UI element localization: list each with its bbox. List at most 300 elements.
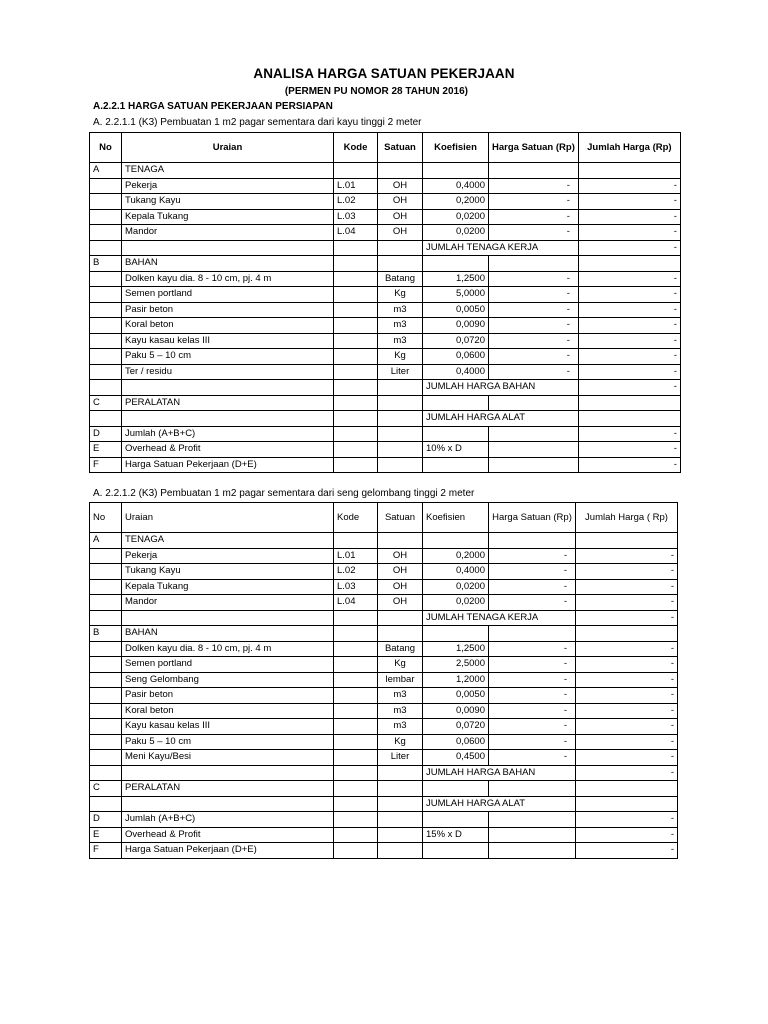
cell-kode <box>334 533 378 549</box>
table-row-sum <box>90 610 678 626</box>
cell-satuan: Kg <box>378 349 423 365</box>
table-header-row <box>90 503 678 533</box>
cell-no <box>90 796 122 812</box>
cell-no <box>90 657 122 673</box>
cell-sum-label: JUMLAH HARGA BAHAN <box>423 380 579 396</box>
table-row-total <box>90 426 681 442</box>
cell-satuan <box>378 426 423 442</box>
cell-harga-satuan <box>489 163 579 179</box>
analysis-table-2 <box>89 502 678 859</box>
cell-jumlah-harga: - <box>578 426 680 442</box>
cell-satuan: Liter <box>378 364 423 380</box>
cell-harga-satuan: - <box>489 703 576 719</box>
cell-harga-satuan <box>489 457 579 473</box>
cell-kode <box>334 240 378 256</box>
cell-no <box>90 595 122 611</box>
cell-jumlah-harga: - <box>578 333 680 349</box>
cell-harga-satuan: - <box>489 657 576 673</box>
cell-harga-satuan: - <box>489 719 576 735</box>
cell-kode <box>334 703 378 719</box>
cell-satuan <box>378 411 423 427</box>
page-title: ANALISA HARGA SATUAN PEKERJAAN <box>253 66 515 81</box>
cell-harga-satuan: - <box>489 641 576 657</box>
header-kode: Kode <box>334 133 378 163</box>
cell-koefisien <box>423 781 489 797</box>
cell-kode: L.03 <box>334 579 378 595</box>
table-row-item <box>90 302 681 318</box>
cell-uraian: Jumlah (A+B+C) <box>122 426 334 442</box>
cell-uraian: Semen portland <box>122 287 334 303</box>
cell-jumlah-harga: - <box>576 595 678 611</box>
cell-kode: L.02 <box>334 564 378 580</box>
cell-jumlah-harga: - <box>578 318 680 334</box>
table-row-item <box>90 579 678 595</box>
header-no: No <box>90 133 122 163</box>
cell-no <box>90 318 122 334</box>
cell-kode <box>334 610 378 626</box>
cell-uraian: Dolken kayu dia. 8 - 10 cm, pj. 4 m <box>122 271 334 287</box>
cell-koefisien: 0,0200 <box>423 209 489 225</box>
cell-satuan <box>378 626 423 642</box>
cell-uraian: Kepala Tukang <box>122 209 334 225</box>
cell-kode <box>334 827 378 843</box>
cell-uraian: Kepala Tukang <box>122 579 334 595</box>
cell-koefisien <box>423 457 489 473</box>
section-heading: A.2.2.1 HARGA SATUAN PEKERJAAN PERSIAPAN <box>93 101 333 112</box>
cell-kode: L.04 <box>334 595 378 611</box>
table-row-item <box>90 271 681 287</box>
cell-satuan: Batang <box>378 271 423 287</box>
cell-no <box>90 548 122 564</box>
cell-kode <box>334 287 378 303</box>
cell-no <box>90 765 122 781</box>
cell-kode <box>334 380 378 396</box>
cell-koefisien: 0,2000 <box>423 194 489 210</box>
cell-koefisien: 0,0600 <box>423 349 489 365</box>
cell-no: F <box>90 457 122 473</box>
cell-satuan: Kg <box>378 287 423 303</box>
cell-jumlah-harga: - <box>576 579 678 595</box>
cell-satuan <box>378 380 423 396</box>
cell-no: D <box>90 426 122 442</box>
cell-harga-satuan: - <box>489 734 576 750</box>
table1-caption: A. 2.2.1.1 (K3) Pembuatan 1 m2 pagar sementara dari kayu tinggi 2 meter <box>93 117 422 128</box>
cell-no: B <box>90 626 122 642</box>
cell-uraian: BAHAN <box>122 256 334 272</box>
cell-jumlah-harga: - <box>576 719 678 735</box>
cell-kode <box>334 302 378 318</box>
cell-koefisien: 0,0200 <box>423 579 489 595</box>
cell-uraian: Ter / residu <box>122 364 334 380</box>
cell-jumlah-harga: - <box>578 364 680 380</box>
cell-uraian: Paku 5 – 10 cm <box>122 734 334 750</box>
table-row-group <box>90 533 678 549</box>
cell-kode <box>334 349 378 365</box>
cell-no <box>90 672 122 688</box>
cell-kode <box>334 457 378 473</box>
cell-satuan: m3 <box>378 302 423 318</box>
cell-koefisien: 0,2000 <box>423 548 489 564</box>
cell-jumlah-harga <box>576 626 678 642</box>
cell-uraian: Mandor <box>122 595 334 611</box>
cell-jumlah-harga: - <box>576 812 678 828</box>
cell-satuan <box>378 827 423 843</box>
cell-satuan <box>378 781 423 797</box>
cell-harga-satuan: - <box>489 194 579 210</box>
cell-kode <box>334 781 378 797</box>
analysis-table-1 <box>89 132 681 473</box>
cell-koefisien: 1,2500 <box>423 641 489 657</box>
cell-satuan <box>378 765 423 781</box>
header-uraian: Uraian <box>122 503 334 533</box>
cell-kode <box>334 163 378 179</box>
cell-harga-satuan <box>489 256 579 272</box>
table-row-group <box>90 395 681 411</box>
cell-satuan <box>378 442 423 458</box>
table-row-item <box>90 734 678 750</box>
cell-kode <box>334 750 378 766</box>
cell-kode: L.02 <box>334 194 378 210</box>
cell-harga-satuan <box>489 442 579 458</box>
cell-uraian: Kayu kasau kelas III <box>122 719 334 735</box>
table-row-total_pct <box>90 827 678 843</box>
table-row-item <box>90 703 678 719</box>
cell-no <box>90 349 122 365</box>
cell-jumlah-harga: - <box>576 827 678 843</box>
cell-uraian: Seng Gelombang <box>122 672 334 688</box>
cell-uraian: Semen portland <box>122 657 334 673</box>
table-row-item <box>90 349 681 365</box>
table-row-item <box>90 333 681 349</box>
cell-koefisien <box>423 843 489 859</box>
cell-kode <box>334 734 378 750</box>
table-row-item <box>90 719 678 735</box>
table-row-group <box>90 781 678 797</box>
cell-kode: L.01 <box>334 178 378 194</box>
table-row-item <box>90 564 678 580</box>
cell-uraian: Dolken kayu dia. 8 - 10 cm, pj. 4 m <box>122 641 334 657</box>
cell-satuan <box>378 256 423 272</box>
cell-jumlah-harga: - <box>576 703 678 719</box>
cell-jumlah-harga <box>578 256 680 272</box>
table-row-item <box>90 657 678 673</box>
header-satuan: Satuan <box>378 503 423 533</box>
cell-kode <box>334 657 378 673</box>
cell-uraian: Tukang Kayu <box>122 194 334 210</box>
cell-harga-satuan: - <box>489 333 579 349</box>
cell-koefisien <box>423 626 489 642</box>
cell-kode <box>334 271 378 287</box>
table-row-sum <box>90 765 678 781</box>
cell-koefisien: 0,0090 <box>423 318 489 334</box>
page-subtitle: (PERMEN PU NOMOR 28 TAHUN 2016) <box>284 86 468 97</box>
header-koefisien: Koefisien <box>423 133 489 163</box>
cell-koefisien: 5,0000 <box>423 287 489 303</box>
cell-jumlah-harga: - <box>578 302 680 318</box>
cell-satuan: m3 <box>378 688 423 704</box>
table-row-group <box>90 256 681 272</box>
cell-no <box>90 688 122 704</box>
cell-sum-label: JUMLAH HARGA ALAT <box>423 411 579 427</box>
cell-satuan: lembar <box>378 672 423 688</box>
cell-koefisien: 0,0050 <box>423 688 489 704</box>
table-row-total <box>90 843 678 859</box>
cell-koefisien: 0,0090 <box>423 703 489 719</box>
cell-no: E <box>90 827 122 843</box>
cell-harga-satuan: - <box>489 548 576 564</box>
cell-no <box>90 734 122 750</box>
cell-no <box>90 302 122 318</box>
cell-koefisien: 1,2000 <box>423 672 489 688</box>
table-row-item <box>90 688 678 704</box>
cell-koefisien: 0,0200 <box>423 595 489 611</box>
cell-satuan: OH <box>378 209 423 225</box>
cell-harga-satuan: - <box>489 564 576 580</box>
cell-harga-satuan: - <box>489 688 576 704</box>
cell-uraian: PERALATAN <box>122 395 334 411</box>
cell-no <box>90 178 122 194</box>
cell-satuan: OH <box>378 548 423 564</box>
cell-kode: L.04 <box>334 225 378 241</box>
cell-jumlah-harga: - <box>578 225 680 241</box>
cell-no: A <box>90 163 122 179</box>
cell-kode <box>334 364 378 380</box>
cell-no <box>90 225 122 241</box>
cell-harga-satuan: - <box>489 302 579 318</box>
cell-uraian: Jumlah (A+B+C) <box>122 812 334 828</box>
cell-uraian: Koral beton <box>122 703 334 719</box>
cell-jumlah-harga: - <box>578 271 680 287</box>
cell-koefisien <box>423 533 489 549</box>
cell-jumlah-harga: - <box>576 564 678 580</box>
cell-harga-satuan <box>489 626 576 642</box>
cell-koefisien: 0,4000 <box>423 564 489 580</box>
cell-uraian <box>122 411 334 427</box>
cell-uraian: PERALATAN <box>122 781 334 797</box>
cell-kode <box>334 641 378 657</box>
cell-jumlah-harga <box>576 781 678 797</box>
cell-uraian: Pasir beton <box>122 302 334 318</box>
cell-harga-satuan: - <box>489 349 579 365</box>
cell-uraian: Pasir beton <box>122 688 334 704</box>
cell-satuan <box>378 843 423 859</box>
table-header-row <box>90 133 681 163</box>
cell-satuan <box>378 240 423 256</box>
table-row-group <box>90 163 681 179</box>
cell-no <box>90 333 122 349</box>
cell-jumlah-harga: - <box>578 194 680 210</box>
cell-koefisien: 0,4500 <box>423 750 489 766</box>
cell-uraian <box>122 765 334 781</box>
cell-harga-satuan <box>489 395 579 411</box>
cell-harga-satuan: - <box>489 209 579 225</box>
cell-kode: L.03 <box>334 209 378 225</box>
table-row-item <box>90 641 678 657</box>
cell-no <box>90 240 122 256</box>
cell-harga-satuan: - <box>489 364 579 380</box>
cell-satuan <box>378 812 423 828</box>
cell-satuan: Liter <box>378 750 423 766</box>
cell-no: D <box>90 812 122 828</box>
cell-uraian: Koral beton <box>122 318 334 334</box>
cell-jumlah-harga: - <box>576 610 678 626</box>
cell-satuan: m3 <box>378 719 423 735</box>
cell-satuan <box>378 395 423 411</box>
table-row-item <box>90 287 681 303</box>
cell-kode <box>334 426 378 442</box>
cell-no <box>90 271 122 287</box>
cell-koefisien: 0,0050 <box>423 302 489 318</box>
cell-sum-label: JUMLAH HARGA BAHAN <box>423 765 576 781</box>
table-row-item <box>90 672 678 688</box>
cell-uraian: Paku 5 – 10 cm <box>122 349 334 365</box>
cell-no: C <box>90 781 122 797</box>
cell-sum-label: JUMLAH HARGA ALAT <box>423 796 576 812</box>
table-row-item <box>90 595 678 611</box>
cell-kode <box>334 411 378 427</box>
cell-satuan: m3 <box>378 333 423 349</box>
cell-harga-satuan: - <box>489 178 579 194</box>
cell-no <box>90 719 122 735</box>
cell-no <box>90 194 122 210</box>
cell-koefisien: 0,0720 <box>423 719 489 735</box>
cell-jumlah-harga: - <box>578 380 680 396</box>
cell-no: B <box>90 256 122 272</box>
cell-jumlah-harga <box>578 163 680 179</box>
header-harga-satuan: Harga Satuan (Rp) <box>489 503 576 533</box>
cell-jumlah-harga: - <box>576 734 678 750</box>
cell-kode <box>334 719 378 735</box>
cell-kode <box>334 395 378 411</box>
cell-uraian: Kayu kasau kelas III <box>122 333 334 349</box>
cell-uraian <box>122 240 334 256</box>
cell-jumlah-harga <box>578 395 680 411</box>
cell-satuan: Batang <box>378 641 423 657</box>
table-row-item <box>90 364 681 380</box>
cell-harga-satuan <box>489 533 576 549</box>
cell-kode: L.01 <box>334 548 378 564</box>
cell-harga-satuan <box>489 426 579 442</box>
cell-jumlah-harga: - <box>578 442 680 458</box>
cell-no <box>90 287 122 303</box>
cell-uraian: Harga Satuan Pekerjaan (D+E) <box>122 843 334 859</box>
cell-uraian <box>122 796 334 812</box>
table-row-total <box>90 812 678 828</box>
cell-no <box>90 750 122 766</box>
cell-no <box>90 641 122 657</box>
cell-jumlah-harga: - <box>576 765 678 781</box>
cell-satuan <box>378 457 423 473</box>
header-kode: Kode <box>334 503 378 533</box>
cell-jumlah-harga: - <box>576 657 678 673</box>
cell-koefisien <box>423 163 489 179</box>
cell-kode <box>334 765 378 781</box>
cell-no <box>90 411 122 427</box>
cell-satuan <box>378 533 423 549</box>
table-row-sum <box>90 380 681 396</box>
cell-uraian: Tukang Kayu <box>122 564 334 580</box>
cell-jumlah-harga <box>576 533 678 549</box>
table-row-item <box>90 178 681 194</box>
cell-harga-satuan <box>489 843 576 859</box>
cell-koefisien <box>423 256 489 272</box>
cell-harga-satuan: - <box>489 318 579 334</box>
table-row-total_pct <box>90 442 681 458</box>
cell-jumlah-harga <box>578 411 680 427</box>
table-row-item <box>90 318 681 334</box>
header-koefisien: Koefisien <box>423 503 489 533</box>
cell-no: E <box>90 442 122 458</box>
cell-harga-satuan: - <box>489 271 579 287</box>
cell-uraian: Pekerja <box>122 178 334 194</box>
cell-koefisien: 1,2500 <box>423 271 489 287</box>
cell-uraian <box>122 610 334 626</box>
header-harga-satuan: Harga Satuan (Rp) <box>489 133 579 163</box>
cell-koefisien: 15% x D <box>423 827 489 843</box>
cell-koefisien: 10% x D <box>423 442 489 458</box>
cell-satuan <box>378 610 423 626</box>
cell-no <box>90 380 122 396</box>
cell-harga-satuan: - <box>489 672 576 688</box>
cell-sum-label: JUMLAH TENAGA KERJA <box>423 610 576 626</box>
cell-koefisien: 0,0200 <box>423 225 489 241</box>
cell-satuan: OH <box>378 225 423 241</box>
cell-harga-satuan: - <box>489 579 576 595</box>
cell-harga-satuan: - <box>489 287 579 303</box>
cell-koefisien: 0,4000 <box>423 178 489 194</box>
cell-harga-satuan <box>489 812 576 828</box>
cell-satuan <box>378 163 423 179</box>
cell-koefisien: 2,5000 <box>423 657 489 673</box>
cell-harga-satuan <box>489 827 576 843</box>
header-no: No <box>90 503 122 533</box>
header-jumlah-harga: Jumlah Harga ( Rp) <box>576 503 678 533</box>
cell-kode <box>334 688 378 704</box>
cell-jumlah-harga: - <box>576 750 678 766</box>
cell-koefisien <box>423 812 489 828</box>
cell-harga-satuan <box>489 781 576 797</box>
cell-uraian: TENAGA <box>122 163 334 179</box>
table-row-total <box>90 457 681 473</box>
cell-no <box>90 364 122 380</box>
table-row-item <box>90 225 681 241</box>
cell-jumlah-harga: - <box>576 843 678 859</box>
cell-uraian: Overhead & Profit <box>122 442 334 458</box>
cell-uraian: Overhead & Profit <box>122 827 334 843</box>
cell-uraian: Pekerja <box>122 548 334 564</box>
header-jumlah-harga: Jumlah Harga (Rp) <box>578 133 680 163</box>
cell-uraian <box>122 380 334 396</box>
cell-kode <box>334 672 378 688</box>
table-row-item <box>90 209 681 225</box>
cell-harga-satuan: - <box>489 225 579 241</box>
cell-jumlah-harga: - <box>576 688 678 704</box>
cell-jumlah-harga: - <box>576 672 678 688</box>
table-row-sum <box>90 411 681 427</box>
cell-jumlah-harga <box>576 796 678 812</box>
table2-caption: A. 2.2.1.2 (K3) Pembuatan 1 m2 pagar sementara dari seng gelombang tinggi 2 meter <box>93 488 475 499</box>
cell-no: F <box>90 843 122 859</box>
cell-jumlah-harga: - <box>576 548 678 564</box>
cell-uraian: Mandor <box>122 225 334 241</box>
header-satuan: Satuan <box>378 133 423 163</box>
cell-no: A <box>90 533 122 549</box>
cell-koefisien: 0,0720 <box>423 333 489 349</box>
cell-koefisien <box>423 426 489 442</box>
cell-no <box>90 703 122 719</box>
cell-jumlah-harga: - <box>578 178 680 194</box>
cell-kode <box>334 812 378 828</box>
